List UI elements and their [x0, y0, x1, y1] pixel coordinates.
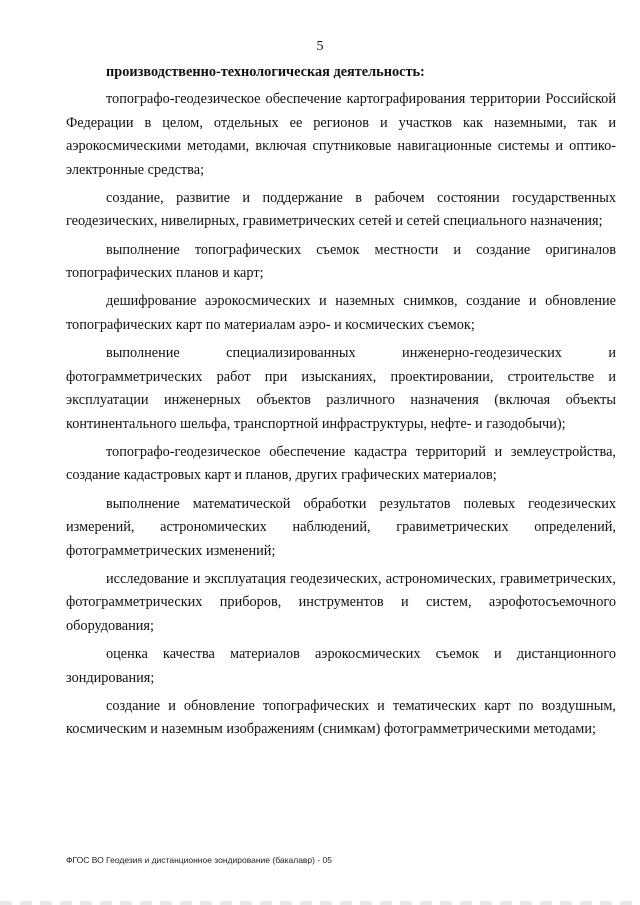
paragraph-8: исследование и эксплуатация геодезических, астрономических, гравиметрических, фотограмметрических приборов, инструментов и систем, аэрофотосъемочного оборудования;: [66, 570, 616, 634]
paragraph-2: создание, развитие и поддержание в рабочем состоянии государственных геодезических, нивелирных, гравиметрических сетей и сетей специального назначения;: [66, 189, 616, 230]
paragraph-10: создание и обновление топографических и тематических карт по воздушным, космическим и наземным изображениям (снимкам) фотограмметрическими методами;: [66, 697, 616, 738]
paragraph-1: топографо-геодезическое обеспечение картографирования территории Российской Федерации в целом, отдельных ее регионов и участков как наземными, так и аэрокосмическими методами, включая спутниковые навигационные системы и оптико-электронные средства;: [66, 91, 616, 178]
section-heading: производственно-технологическая деятельность:: [106, 64, 425, 80]
paragraph-3: выполнение топографических съемок местности и создание оригиналов топографических планов и карт;: [66, 241, 616, 282]
paragraph-7: выполнение математической обработки результатов полевых геодезических измерений, астрономических наблюдений, гравиметрических определений, фотограмметрических изменений;: [66, 495, 616, 559]
scan-edge-decoration: [0, 901, 640, 905]
document-body: [66, 60, 616, 746]
page-number: 5: [316, 39, 324, 54]
paragraph-6: топографо-геодезическое обеспечение кадастра территорий и землеустройства, создание кадастровых карт и планов, других графических материалов;: [66, 443, 616, 484]
paragraph-5: выполнение специализированных инженерно-геодезических и фотограмметрических работ при изысканиях, проектировании, строительстве и эксплуатации инженерных объектов различного назначения (включая объекты континентального шельфа, транспортной инфраструктуры, нефте- и газодобычи);: [66, 344, 616, 432]
paragraph-9: оценка качества материалов аэрокосмических съемок и дистанционного зондирования;: [66, 646, 616, 686]
page-footer: ФГОС ВО Геодезия и дистанционное зондирование (бакалавр) - 05: [66, 855, 333, 865]
paragraph-4: дешифрование аэрокосмических и наземных снимков, создание и обновление топографических карт по материалам аэро- и космических съемок;: [66, 293, 616, 333]
